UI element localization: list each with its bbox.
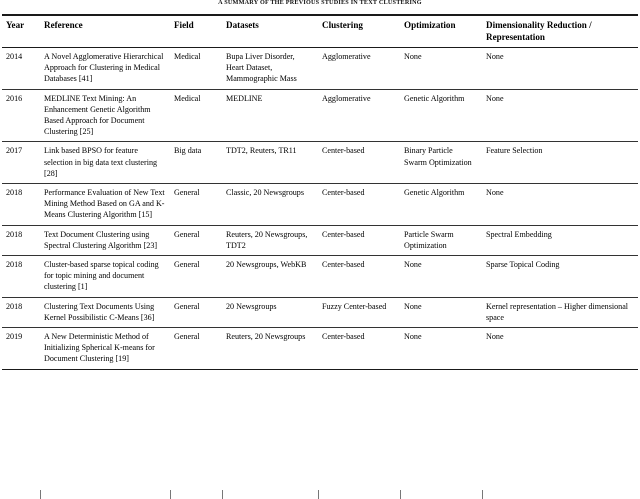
cell-clustering: Agglomerative [318, 89, 400, 142]
cell-year: 2014 [2, 48, 40, 90]
cell-dimensionality: Feature Selection [482, 142, 638, 184]
table-row [2, 89, 638, 142]
cell-year: 2018 [2, 297, 40, 327]
table-row [2, 184, 638, 226]
cell-optimization: None [400, 328, 482, 370]
cell-optimization: None [400, 256, 482, 298]
table-row [2, 225, 638, 255]
cell-field: General [170, 256, 222, 298]
cell-year: 2018 [2, 184, 40, 226]
cell-optimization: Binary Particle Swarm Optimization [400, 142, 482, 184]
column-separator-optimization-dimensionality [482, 490, 483, 499]
cell-datasets: Classic, 20 Newsgroups [222, 184, 318, 226]
cell-year: 2018 [2, 225, 40, 255]
cell-reference: Performance Evaluation of New Text Mining Method Based on GA and K-Means Clustering Algorithm [15] [40, 184, 170, 226]
header-row [2, 16, 638, 48]
summary-table [2, 14, 638, 370]
cell-optimization: None [400, 48, 482, 90]
cell-field: General [170, 328, 222, 370]
column-header-datasets: Datasets [222, 16, 318, 48]
cell-clustering: Center-based [318, 225, 400, 255]
cell-year: 2019 [2, 328, 40, 370]
cell-datasets: TDT2, Reuters, TR11 [222, 142, 318, 184]
column-header-clustering: Clustering [318, 16, 400, 48]
cell-dimensionality: None [482, 184, 638, 226]
cell-clustering: Center-based [318, 142, 400, 184]
column-separator-datasets-clustering [318, 490, 319, 499]
column-header-optimization: Optimization [400, 16, 482, 48]
column-separator-ticks [2, 488, 638, 499]
table-row [2, 48, 638, 90]
table-body [2, 48, 638, 370]
column-separator-clustering-optimization [400, 490, 401, 499]
cell-datasets: 20 Newsgroups, WebKB [222, 256, 318, 298]
cell-field: General [170, 184, 222, 226]
cell-year: 2017 [2, 142, 40, 184]
cell-field: General [170, 225, 222, 255]
cell-datasets: Bupa Liver Disorder, Heart Dataset, Mammographic Mass [222, 48, 318, 90]
table-header [2, 15, 638, 48]
cell-datasets: Reuters, 20 Newsgroups [222, 328, 318, 370]
cell-field: Medical [170, 89, 222, 142]
cell-clustering: Center-based [318, 256, 400, 298]
cell-reference: Cluster-based sparse topical coding for topic mining and document clustering [1] [40, 256, 170, 298]
cell-dimensionality: None [482, 89, 638, 142]
cell-datasets: 20 Newsgroups [222, 297, 318, 327]
cell-dimensionality: Kernel representation – Higher dimensional space [482, 297, 638, 327]
cell-clustering: Center-based [318, 328, 400, 370]
column-separator-year-reference [40, 490, 41, 499]
column-header-dimensionality: Dimensionality Reduction / Representation [482, 16, 638, 48]
cell-clustering: Fuzzy Center-based [318, 297, 400, 327]
column-header-field: Field [170, 16, 222, 48]
cell-reference: Text Document Clustering using Spectral Clustering Algorithm [23] [40, 225, 170, 255]
cell-dimensionality: Spectral Embedding [482, 225, 638, 255]
table-row [2, 256, 638, 298]
cell-optimization: None [400, 297, 482, 327]
cell-optimization: Particle Swarm Optimization [400, 225, 482, 255]
cell-reference: MEDLINE Text Mining: An Enhancement Genetic Algorithm Based Approach for Document Clustering [25] [40, 89, 170, 142]
cell-dimensionality: Sparse Topical Coding [482, 256, 638, 298]
column-header-year: Year [2, 16, 40, 48]
cell-reference: A Novel Agglomerative Hierarchical Approach for Clustering in Medical Databases [41] [40, 48, 170, 90]
column-separator-reference-field [170, 490, 171, 499]
cell-reference: Link based BPSO for feature selection in big data text clustering [28] [40, 142, 170, 184]
cell-dimensionality: None [482, 328, 638, 370]
cell-year: 2018 [2, 256, 40, 298]
column-separator-field-datasets [222, 490, 223, 499]
cell-optimization: Genetic Algorithm [400, 184, 482, 226]
table-row [2, 328, 638, 370]
cell-year: 2016 [2, 89, 40, 142]
cell-field: Medical [170, 48, 222, 90]
cell-dimensionality: None [482, 48, 638, 90]
cell-field: Big data [170, 142, 222, 184]
cell-field: General [170, 297, 222, 327]
table-row [2, 142, 638, 184]
column-header-reference: Reference [40, 16, 170, 48]
cell-reference: A New Deterministic Method of Initializing Spherical K-means for Document Clustering [19] [40, 328, 170, 370]
cell-clustering: Agglomerative [318, 48, 400, 90]
cell-datasets: Reuters, 20 Newsgroups, TDT2 [222, 225, 318, 255]
table-row [2, 297, 638, 327]
table-caption: A SUMMARY OF THE PREVIOUS STUDIES IN TEXT CLUSTERING [218, 0, 422, 6]
cell-datasets: MEDLINE [222, 89, 318, 142]
cell-clustering: Center-based [318, 184, 400, 226]
cell-optimization: Genetic Algorithm [400, 89, 482, 142]
cell-reference: Clustering Text Documents Using Kernel Possibilistic C-Means [36] [40, 297, 170, 327]
